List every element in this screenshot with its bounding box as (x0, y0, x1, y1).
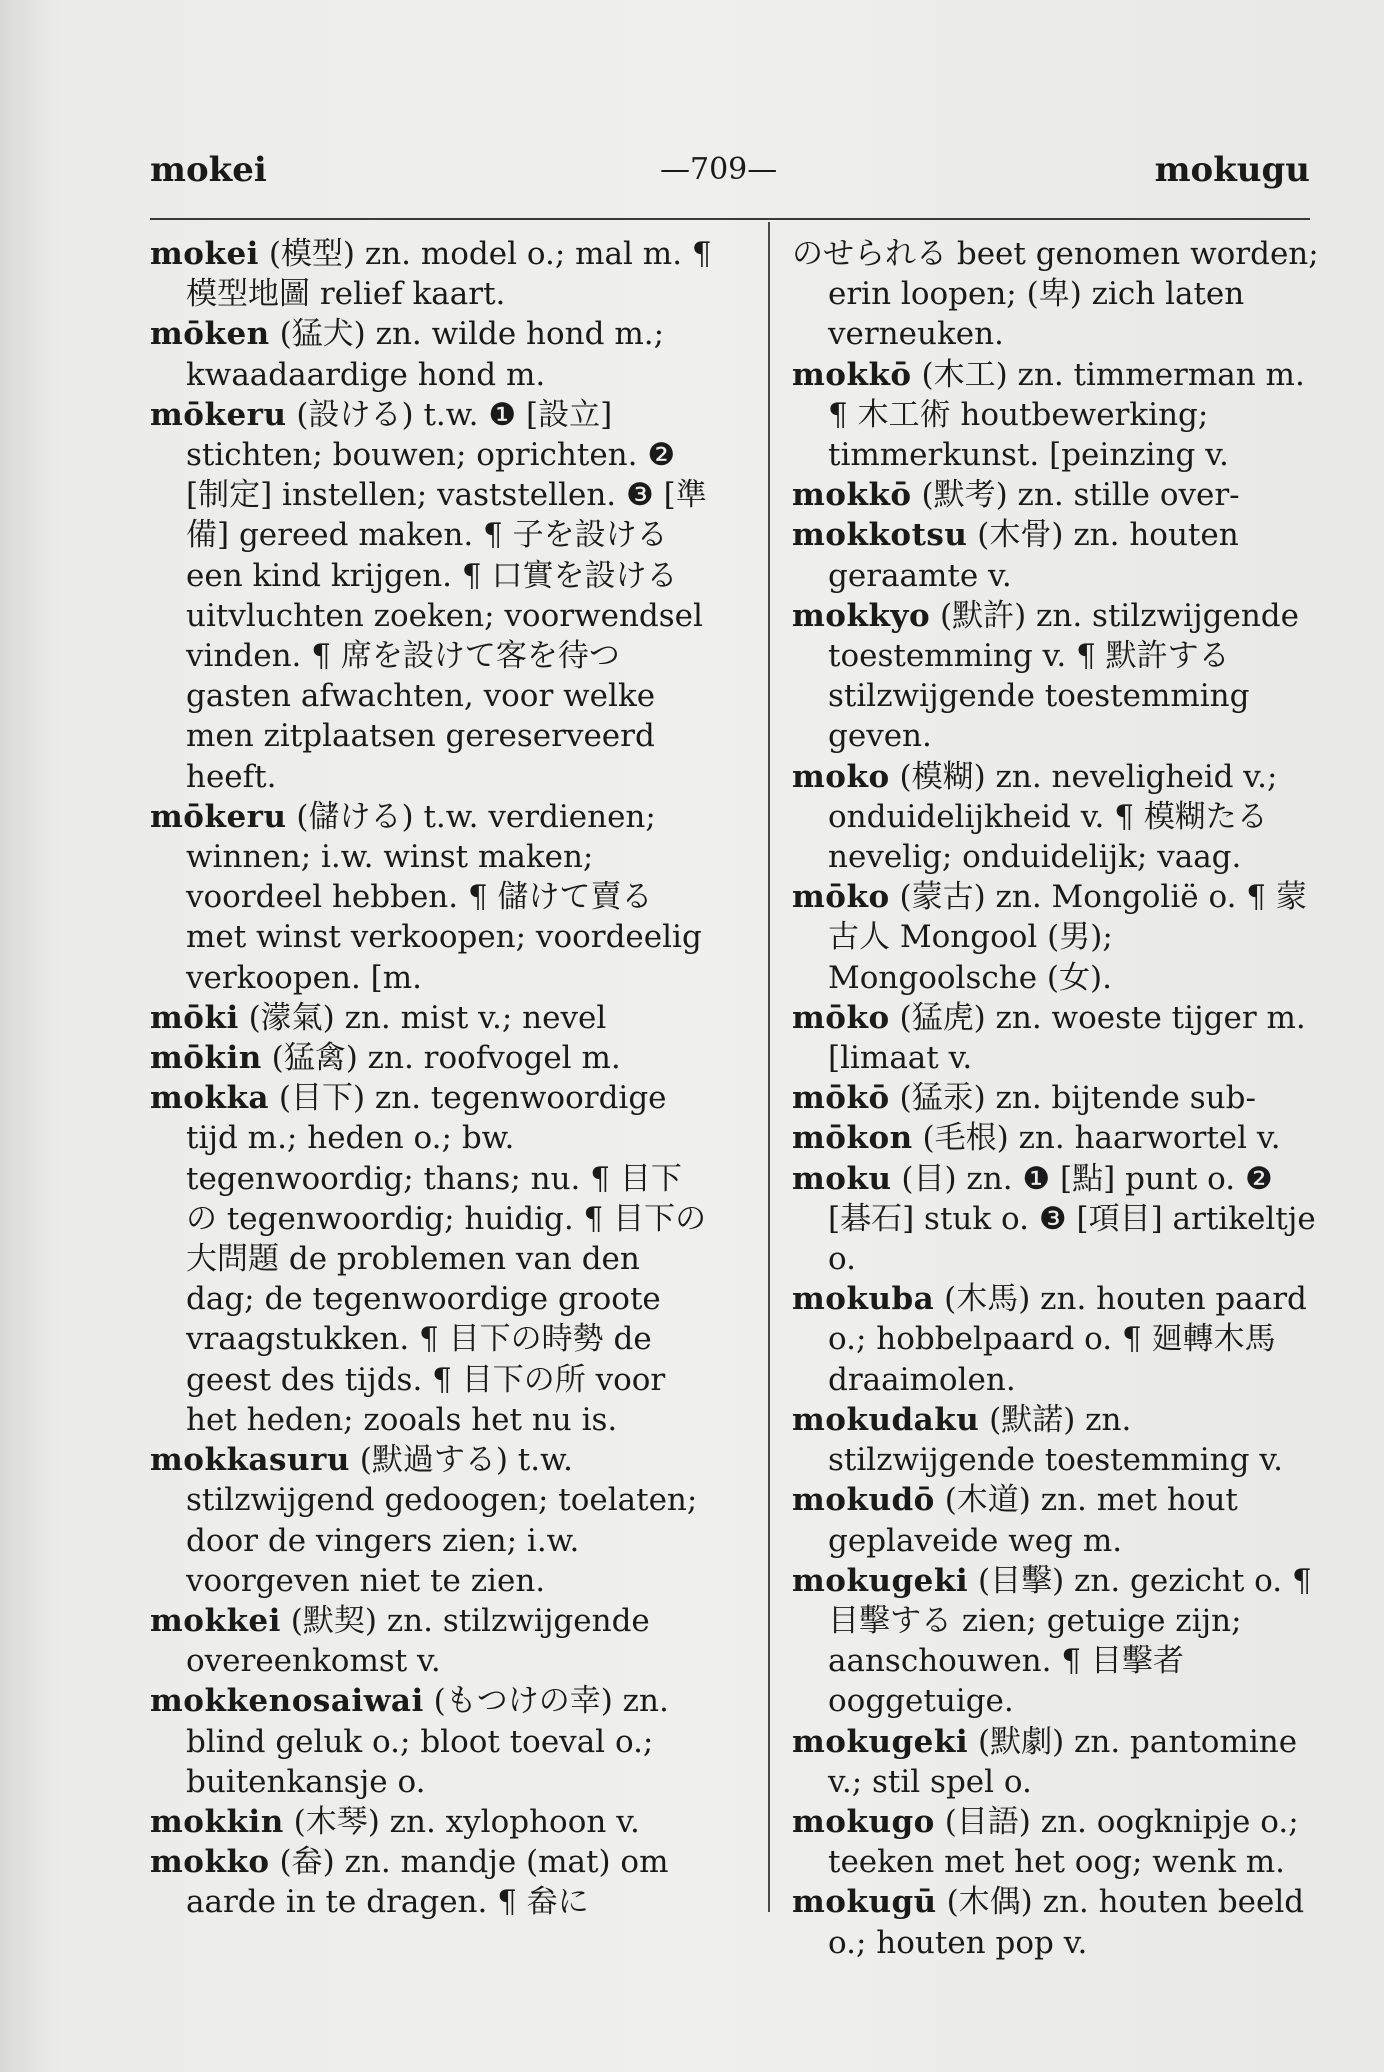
headword: mokka (150, 1080, 270, 1117)
entry-body: (儲ける) t.w. verdienen; winnen; i.w. winst maken; voordeel hebben. ¶ 儲けて賣る met winst verkoopen; voordeelig verkoopen. [m. (186, 798, 702, 996)
dictionary-entry (792, 998, 1320, 1078)
entry-body: (默過する) t.w. stilzwijgend gedoogen; toelaten; door de vingers zien; i.w. voorgeven niet te zien. (186, 1442, 698, 1599)
dictionary-entry (792, 1802, 1320, 1882)
dictionary-entry (792, 596, 1320, 757)
headword: mokkō (792, 356, 912, 393)
header-rule (150, 218, 1310, 220)
headword: mokugū (792, 1884, 937, 1921)
headword: mōko (792, 999, 890, 1036)
entry-body: (目語) zn. oogknipje o.; teeken met het oog; wenk m. (828, 1803, 1299, 1881)
dictionary-entry (792, 234, 1320, 355)
headword: mokko (150, 1844, 270, 1881)
dictionary-entry (792, 515, 1320, 595)
dictionary-entry (792, 1279, 1320, 1400)
headword: mōkon (792, 1120, 913, 1157)
dictionary-entry (792, 1722, 1320, 1802)
running-head (150, 150, 1310, 210)
entry-body: (默諾) zn. stilzwijgende toestemming v. (828, 1401, 1284, 1479)
dictionary-entry (792, 1159, 1320, 1280)
headword: mōki (150, 999, 239, 1036)
entry-body: (木道) zn. met hout geplaveide weg m. (828, 1482, 1238, 1559)
entry-body: (默許) zn. stilzwijgende toestemming v. ¶ 默許する stilzwijgende toestemming geven. (828, 597, 1299, 755)
headword: mōken (150, 316, 270, 353)
headword: mōkō (792, 1080, 890, 1117)
header-guide-word-right: mokugu (1154, 150, 1310, 190)
left-column (150, 234, 712, 1923)
entry-body: (木工) zn. timmerman m. ¶ 木工術 houtbewerking; timmerkunst. [peinzing v. (828, 356, 1305, 474)
headword: mōkeru (150, 396, 287, 433)
dictionary-entry (792, 757, 1320, 878)
dictionary-entry (792, 1078, 1320, 1118)
headword: moko (792, 758, 890, 795)
dictionary-entry (792, 475, 1320, 515)
headword: mokugo (792, 1803, 935, 1840)
headword: moku (792, 1160, 892, 1197)
headword: mokkenosaiwai (150, 1683, 424, 1720)
dictionary-entry (150, 1842, 712, 1922)
entry-body: (默契) zn. stilzwijgende overeenkomst v. (186, 1602, 650, 1680)
headword: mokkō (792, 477, 912, 514)
headword: mokkei (150, 1602, 281, 1639)
headword: mokudaku (792, 1401, 980, 1438)
dictionary-entry (150, 1038, 712, 1078)
dictionary-entry (792, 1882, 1320, 1962)
entry-body: (目擊) zn. gezicht o. ¶ 目擊する zien; getuige zijn; aanschouwen. ¶ 目擊者 ooggetuige. (828, 1562, 1312, 1720)
dictionary-entry (150, 1681, 712, 1802)
entry-body: (猛犬) zn. wilde hond m.; kwaadaardige hond m. (186, 316, 665, 393)
dictionary-entry (792, 1561, 1320, 1722)
entry-body: (目) zn. ❶ [點] punt o. ❷ [碁石] stuk o. ❸ [項目] artikeltje o. (828, 1160, 1316, 1278)
dictionary-entry (150, 1440, 712, 1601)
dictionary-entry (150, 234, 712, 314)
dictionary-entry (792, 1118, 1320, 1158)
headword: mokudō (792, 1482, 935, 1519)
header-guide-word-left: mokei (150, 150, 267, 190)
headword: mokkin (150, 1803, 284, 1840)
entry-body: (毛根) zn. haarwortel v. (912, 1120, 1281, 1157)
entry-body: (目下) zn. tegenwoordige tijd m.; heden o.; bw. tegenwoordig; thans; nu. ¶ 目下の tegenwoordig; huidig. ¶ 目下の大問題 de problemen van den dag; de tegenwoordige groote vraagstukken. ¶ 目下の時勢 de geest des tijds. ¶ 目下の所 voor het heden; zooals het nu is. (186, 1080, 707, 1438)
entry-body: (木琴) zn. xylophoon v. (283, 1803, 640, 1840)
dictionary-entry (150, 1078, 712, 1440)
entry-body: のせられる beet genomen worden; erin loopen; (卑) zich laten verneuken. (792, 236, 1319, 353)
entry-body: (木偶) zn. houten beeld o.; houten pop v. (828, 1884, 1305, 1961)
headword: mokuba (792, 1281, 935, 1318)
dictionary-entry (792, 1400, 1320, 1480)
headword: mokugeki (792, 1723, 969, 1760)
entry-body: (模糊) zn. neveligheid v.; onduidelijkheid v. ¶ 模糊たる nevelig; onduidelijk; vaag. (828, 758, 1278, 876)
dictionary-entry (150, 314, 712, 394)
dictionary-entry (150, 797, 712, 998)
headword: mōko (792, 879, 890, 916)
entry-body: (猛虎) zn. woeste tijger m. [limaat v. (828, 999, 1306, 1077)
page-number: —709— (660, 152, 778, 187)
entry-body: (木馬) zn. houten paard o.; hobbelpaard o. ¶ 廻轉木馬 draaimolen. (828, 1281, 1307, 1398)
entry-body: (蒙古) zn. Mongolië o. ¶ 蒙古人 Mongool (男); Mongoolsche (女). (828, 879, 1307, 996)
headword: mokkyo (792, 597, 931, 634)
entry-body: (濛氣) zn. mist v.; nevel (238, 999, 607, 1036)
right-column (792, 234, 1320, 1963)
dictionary-entry (150, 395, 712, 797)
entry-body: (模型) zn. model o.; mal m. ¶ 模型地圖 relief kaart. (186, 236, 712, 313)
headword: mokkotsu (792, 517, 968, 554)
entry-body: (畚) zn. mandje (mat) om aarde in te dragen. ¶ 畚に (186, 1844, 669, 1921)
dictionary-entry (792, 877, 1320, 998)
headword: mōkeru (150, 798, 287, 835)
headword: mokei (150, 236, 259, 272)
entry-body: (設ける) t.w. ❶ [設立] stichten; bouwen; oprichten. ❷ [制定] instellen; vaststellen. ❸ [準備] gereed maken. ¶ 子を設ける een kind krijgen. ¶ 口實を設ける uitvluchten zoeken; voorwendsel vinden. ¶ 席を設けて客を待つ gasten afwachten, voor welke men zitplaatsen gereserveerd heeft. (186, 396, 707, 795)
column-divider (768, 222, 770, 1912)
entry-body: (默劇) zn. pantomine v.; stil spel o. (828, 1723, 1298, 1800)
headword: mokugeki (792, 1562, 969, 1599)
headword: mōkin (150, 1040, 262, 1077)
entry-body: (木骨) zn. houten geraamte v. (828, 517, 1239, 594)
dictionary-entry (792, 355, 1320, 476)
entry-body: (默考) zn. stille over- (911, 477, 1240, 514)
dictionary-entry (150, 1802, 712, 1842)
entry-body: (猛汞) zn. bijtende sub- (889, 1080, 1256, 1117)
headword: mokkasuru (150, 1442, 350, 1479)
entry-body: (もつけの幸) zn. blind geluk o.; bloot toeval o.; buitenkansje o. (186, 1683, 669, 1800)
dictionary-entry (792, 1480, 1320, 1560)
entry-body: (猛禽) zn. roofvogel m. (261, 1040, 621, 1077)
dictionary-entry (150, 1601, 712, 1681)
dictionary-entry (150, 998, 712, 1038)
